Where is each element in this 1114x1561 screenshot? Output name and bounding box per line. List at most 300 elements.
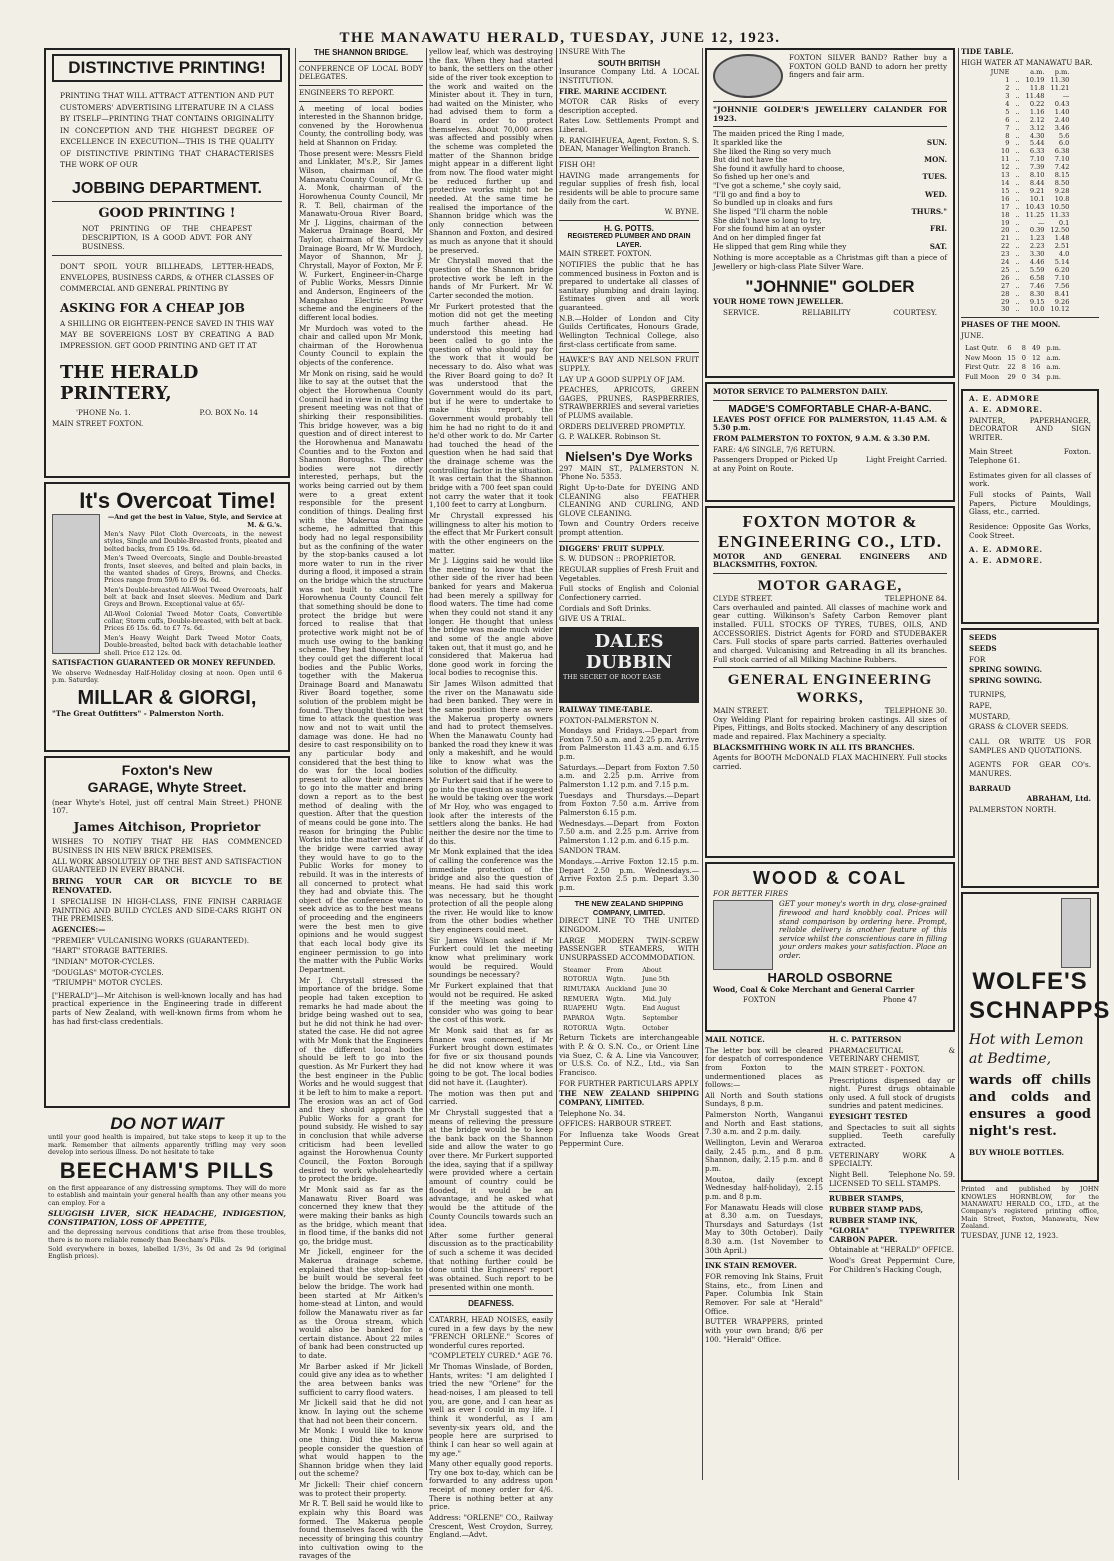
printery-box: P.O. BOX No. 14 [199,407,258,417]
golder-calendar: "JOHNNIE GOLDER'S JEWELLERY CALANDER FOR 1923. [713,105,947,124]
garage-owner: James Aitchison, Proprietor [73,819,261,834]
cell: 7.46 [1029,281,1045,290]
admore-tel: Telephone 61. [969,456,1021,466]
column-1 [44,48,290,1480]
ring-illustration [713,54,783,98]
imprint: Printed and published by JOHN KNOWLES HORNBLOW, for the MANAWATU HERALD CO., LTD., at the Company's registered printing office, Main Street, Foxton, Manawatu, New Zealand. [961,1185,1099,1231]
cell: 9.28 [1054,186,1070,195]
cell: 2.40 [1054,115,1070,124]
agency-item: "DOUGLAS" MOTOR-CYCLES. [52,967,164,977]
garage-title-2: GARAGE, Whyte Street. [87,778,247,795]
article-paragraph: A meeting of local bodies interested in the Shannon bridge, convened by the Horowhenua County, the controlling body, was held at Shannon on Friday. [299,103,423,148]
seeds-call: CALL OR WRITE US FOR SAMPLES AND QUOTATIONS. [969,737,1091,755]
garage-agencies: AGENCIES:— [52,924,106,934]
motor-garage-body: Cars overhauled and painted. All classes of machine work and gear cutting. Wilkinson's Safety Carbon Remover plant installed. FULL STOCKS OF TYRES, TUBES, OILS, AND ACCESSORIES. District Agents for FORD and STUDEBAKER Cars. Full stocks of spare parts carried. Batteries overhauled and charged. Vulcanising and Retreading in all its branches. Full stock carried of all Milking Machine Rubbers. [713,602,947,664]
cell: 8 [1005,131,1010,140]
garage-p4: I SPECIALISE IN HIGH-CLASS, FINE FINISH CARRIAGE PAINTING AND BUILD CYCLES AND SIDE-CARS RIGHT ON THE PREMISES. [52,897,282,924]
cell: — [1037,218,1045,227]
cell: 7 [1005,123,1010,132]
cell: .. [1015,202,1020,211]
overcoat-guarantee: SATISFACTION GUARANTEED OR MONEY REFUNDED. [52,657,276,667]
cell: 49 [1031,343,1041,352]
cell: Wgtn. [605,1023,626,1032]
column-3 [429,47,553,1540]
table-row [963,345,1063,353]
shannon-title: THE SHANNON BRIDGE. [313,48,409,57]
mail-line: All North and South stations Sundays, 8 p.m. [705,1090,823,1109]
osborne-name: HAROLD OSBORNE [767,970,893,986]
verse-day: MON. [924,155,947,165]
cell: 16 [1031,363,1041,372]
table-row [561,986,682,994]
verse-day: THURS." [911,206,947,216]
cell: 6 [1005,115,1010,124]
man-in-overcoat-illustration [52,514,100,654]
agency-item: "INDIAN" MOTOR-CYCLES. [52,956,155,966]
cell: 20 [1001,226,1010,235]
cell: .. [1015,234,1020,243]
good-printing-body: NOT PRINTING OF THE CHEAPEST DESCRIPTION, IS A GOOD ADVT. FOR ANY BUSINESS. [82,224,252,251]
wood-coal-tag: FOR BETTER FIRES [713,888,789,898]
cell: 9.15 [1029,297,1045,306]
article-paragraph: Mr Barber asked if Mr Jickell could give any idea as to whether the area between banks was sufficient to carry flood waters. [299,1361,423,1397]
article-paragraph: Mr R. T. Bell said he would like to explain why this Board was formed. The Makerua people found themselves faced with the necessity of bringing this country into cultivation owing to the ravages of the [299,1499,423,1561]
cell: 11.25 [1025,210,1045,219]
tide-col-head: a.m. [1030,68,1045,77]
cell: 24 [1001,258,1010,267]
cell: .. [1015,289,1020,298]
cell: 4 [1005,99,1010,108]
printery-phone: 'PHONE No. 1. [76,407,131,417]
nzs-large: LARGE MODERN TWIN-SCREW PASSENGER STEAMERS, WITH UNSURPASSED ACCOMMODATION. [559,935,699,962]
diggers-trial: GIVE US A TRIAL. [559,614,627,624]
cell: 10 [1001,147,1010,156]
ship-col-head: Steamer [563,965,591,974]
butter-text: BUTTER WRAPPERS, printed with your own brand; 8/6 per 100. "Herald" Office. [705,1317,823,1344]
cell: New Moon [965,353,1002,362]
admore-foxton: Foxton. [1063,447,1091,457]
golder-band-text: FOXTON SILVER BAND? Rather buy a FOXTON GOLD BAND to adorn her pretty fingers and fair arm. [789,53,947,80]
seeds-b: SEEDS [969,643,997,653]
overcoat-item: Men's Tweed Overcoats, Single and Double-breasted fronts, Inset sleeves, and belted and plain backs, in the wanted shades of Greys, Browns, and Checks. Prices range from 59/6 to £9 9s. 6d. [104,554,282,585]
article-paragraph: Mr Monk said as far as the Manawatu River Board was concerned they knew that they were making their banks as high as the bridge, which meant that in flood time, if the banks did not go, the bridge must. [299,1184,423,1246]
seeds-c: SPRING SOWING. [969,665,1042,675]
mail-line: Wellington, Levin and Weraroa daily, 2.45 p.m., and 8 p.m. Shannon, daily, 2.15 p.m. and 8 p.m. [705,1138,823,1173]
cell: 8.10 [1029,171,1045,180]
dales-dubbin-title: DALES DUBBIN [585,630,673,674]
cell: 13 [1001,171,1010,180]
wolfe-title: WOLFE'S [972,968,1088,996]
shannon-sub-1: CONFERENCE OF LOCAL BODY DELEGATES. [299,63,423,82]
cell: p.m. [1046,343,1062,352]
cell: .. [1015,305,1020,314]
wolfe-bed: at Bedtime, [969,1050,1052,1067]
fish-title: FISH OH! [559,160,596,169]
cell: 3 [1005,92,1010,100]
mail-line: Moutoa, daily (except Wednesday half-holiday), 2.15 p.m. and 8 p.m. [705,1174,823,1201]
cell: 11.21 [1050,84,1070,93]
cell: Wgtn. [605,1004,626,1013]
table-row [561,1015,682,1023]
tide-month: JUNE [990,68,1010,77]
cell: a.m. [1046,363,1061,372]
tide-sub: HIGH WATER AT MANAWATU BAR. [961,57,1093,67]
osborne-phone: Phone 47 [882,995,917,1005]
madge-title: MADGE'S COMFORTABLE CHAR-A-BANC. [728,403,932,415]
cell: 6.33 [1029,147,1045,156]
cell: 6 [1007,343,1012,352]
seeds-for: FOR [969,654,986,664]
mail-notice [705,1036,823,1346]
article-paragraph: Mr Murdoch was voted to the chair and called upon Mr Monk, chairman of the Horowhenua County Council to explain the objects of the conference. [299,323,423,368]
cheap-job: ASKING FOR A CHEAP JOB [60,300,245,315]
column-6 [961,47,1111,1480]
cell: .. [1015,139,1020,148]
cell: 3.46 [1054,123,1070,132]
railway-line: Wednesdays.—Depart from Foxton 7.50 a.m. and 2.25 p.m. Arrive from Palmerston 1.12 p.m. and 6.15 p.m. [559,818,699,845]
patterson-night: Night Bell. [829,1169,869,1179]
cell: 0.43 [1054,99,1070,108]
abraham: ABRAHAM, Ltd. [1026,794,1091,804]
seed-item: TURNIPS, [969,690,1007,700]
article-paragraph: yellow leaf, which was destroying the flax. When they had started to bank, the settlers on the other side of the river took exception to the work and waited on the Minister about it. They in turn, had waited on the Minister, who had advised them to form a Board in order to protect themselves. About 70,000 acres was affected and possibly when the scheme was completed the matter of the Shannon bridge might appear in a different light from now. The flood water might be reduced further up and protective works might not be needed. At the same time he realised the importance of the Shannon bridge which was the only connection between Shannon and Foxton, and desired as much as anyone that it should be preserved. [429,47,553,255]
table-row [561,976,682,984]
cell: 11 [1001,155,1010,164]
insurance-types: FIRE. MARINE ACCIDENT. [559,86,667,96]
seed-item: GRASS & CLOVER SEEDS. [969,722,1069,732]
table-row [561,1005,682,1013]
table-row [963,355,1063,363]
cell: 4.30 [1029,131,1045,140]
general-engineering-tel: TELEPHONE 30. [884,706,947,716]
mail-title: MAIL NOTICE. [705,1035,765,1044]
cell: 15 [1007,353,1016,362]
motor-passengers: Passengers Dropped or Picked Up at any Point on Route. [713,455,838,473]
verse-line: She lisped "I'll charm the noble [713,206,828,216]
cell: 10.12 [1050,305,1070,314]
diggers-stocks: Full stocks of English and Colonial Confectionery carried. [559,584,699,602]
beecham-ills: SLUGGISH LIVER, SICK HEADACHE, INDIGESTION, CONSTIPATION, LOSS OF APPETITE, [48,1208,286,1228]
insurance-rates: Rates Low. Settlements Prompt and Liberal. [559,116,699,135]
influenza-text: For Influenza take Woods Great Peppermint Cure. [559,1129,699,1148]
patterson-name: H. C. PATTERSON [829,1035,902,1044]
deafness-paragraph: Many other equally good reports. Try one box to-day, which can be forwarded to any address upon receipt of money order for 4/6. There is nothing better at any price. [429,1459,553,1512]
cell: .. [1015,171,1020,180]
overcoat-note: We observe Wednesday Half-Holiday closing at noon. Open until 6 p.m. Saturday. [52,668,282,684]
seeds-advert [961,628,1099,888]
cell: 12.50 [1050,226,1070,235]
moon-title: PHASES OF THE MOON. [961,320,1061,330]
cell: 34 [1031,373,1041,382]
cell: p.m. [1046,373,1062,382]
cell: 10.19 [1025,76,1045,85]
article-paragraph: Mr J. Chrystall stressed the importance of the bridge. Some people had taken exception to remarks he had made about the bridge being washed out to sea, but he did not think he had over-stated the case. He did not agree with Mr Monk that the Engineers of the different local bodies should be left to go into the question. As Mr Furkert they had the best engineer in the Public Works and he would suggest that it be left to him to make a report. The erosion was an act of God and they should approach the Public Works for a grant for pound subsidy. He wished to say in conclusion that while adverse criticism had been levelled against the Horowhenua County Council, the Foxton Borough desired to work wholeheartedly to protect the bridge. [299,975,423,1184]
cell: .. [1015,155,1020,164]
rubber-stamps: RUBBER STAMPS, [829,1194,904,1204]
fish-body: HAVING made arrangements for regular supplies of fresh fish, local residents will be able to procure same daily from the cart. [559,170,699,206]
overcoat-item: Men's Navy Pilot Cloth Overcoats, in the newest styles, Single and Double-Breasted fronts, pleated and belted backs, from £5 19s. 6d. [104,530,282,553]
shipping-table [559,965,684,1035]
seeds-d: SPRING SOWING. [969,675,1042,685]
cell: 7.10 [1029,155,1045,164]
cell: — [1062,92,1070,100]
cell: 11.48 [1025,92,1045,100]
cell: 0 [1021,353,1026,362]
rubber-stamp-ink: RUBBER STAMP INK, [829,1215,918,1225]
ink-body: FOR removing Ink Stains, Fruit Stains, etc., from Linen and Paper. Columbia Ink Stain Remover. For sale at "Herald" Office. [705,1272,823,1316]
cell: First Qutr. [965,363,1000,372]
cell: .. [1015,178,1020,187]
cell: 30 [1001,305,1010,314]
nzs-direct: DIRECT LINE TO THE UNITED KINGDOM. [559,916,699,935]
woods-cure: Wood's Great Peppermint Cure, For Children's Hacking Cough, [829,1256,955,1274]
beecham-advert [44,1112,290,1265]
cell: 8 [1021,343,1026,352]
cell: 11.30 [1050,76,1070,85]
cell: 12 [1001,163,1010,172]
overcoat-intro: —And get the best in Value, Style, and Service at M. & G.'s. [107,513,282,529]
cell: 8.30 [1029,289,1045,298]
cell: Full Moon [965,373,1000,382]
cell: 1.16 [1029,107,1045,116]
potts-body: NOTIFIES the public that he has commenced business in Foxton and is prepared to undertake all classes of sanitary plumbing and drain laying. Estimates given and all work guaranteed. [559,259,699,313]
golder-nothing: Nothing is more acceptable as a Christmas gift than a piece of Jewellery or high-class Plate Silver Ware. [713,253,947,271]
motor-garage-addr: CLYDE STREET. [713,594,773,604]
nielsen-address: 297 MAIN ST., PALMERSTON N. 'Phone No. 5353. [559,463,699,482]
verse-day: FRI. [930,224,947,234]
wolfe-wards: wards off chills and colds and ensures a good night's rest. [969,1073,1091,1140]
railway-title: RAILWAY TIME-TABLE. [559,704,653,714]
verse-line: She found it awfully hard to choose, [713,163,845,173]
wood-coal-title: WOOD & COAL [753,868,907,888]
cell: .. [1015,84,1020,93]
cell: 8.50 [1054,178,1070,187]
cell: 2.51 [1054,242,1070,251]
admore-c: PAINTER, PAPERHANGER, DECORATOR AND SIGN WRITER. [969,415,1091,442]
masthead: THE MANAWATU HERALD, TUESDAY, JUNE 12, 1923. [339,30,781,46]
jobbing-dept: JOBBING DEPARTMENT. [72,179,262,197]
beecham-body: until your good health is impaired, but take steps to keep it up to the mark. Remember that ailments apparently trifling may very soon develop into serious illness. Do not hesitate to take [48,1133,286,1157]
cell: 2.12 [1029,115,1045,124]
cell: .. [1015,99,1020,108]
motor-from: FROM PALMERSTON TO FOXTON, 9 A.M. & 3.30 P.M. [713,433,930,443]
wood-coal-body: GET your money's worth in dry, close-grained firewood and hard knobbly coal. Prices will stand comparison by ordering here. Prompt, reliable delivery is another feature of this service whilst the conscientious care in filling your orders makes your satisfaction. Place an order. [779,899,947,961]
cell: Mid. July [642,994,672,1003]
motor-leaves: LEAVES POST OFFICE FOR PALMERSTON, 11.45 A.M. & 5.30 p.m. [713,414,947,433]
seed-item: MUSTARD, [969,711,1011,721]
cell: .. [1015,107,1020,116]
admore-res: Residence: Opposite Gas Works, Cook Street. [969,521,1091,540]
nzs-tel: Telephone No. 34. [559,1108,626,1118]
article-paragraph: Those present were: Messrs Field and Linklater, M's.P., Sir James Wilson, chairman of the Manawatu County Council, Mr G. A. Monk, chairman of the Horowhenua County Council, Mr R. T. Bell, chairman of the Manawatu-Oroua River Board, Mr J. Liggins, chairman of the Makerua Drainage Board, Mr Taylor, chairman of the Buckley Drainage Board, Mr W. Murdoch, Mayor of Shannon, Mr J. Chrystall, Mayor of Foxton, Mr F. W. Furkert, Engineer-in-Charge of Public Works, Messrs Dinnie and Anderson, Engineers of the Mangahao Electric Power scheme and the engineers of the different local bodies. [299,148,423,322]
cell: 1.40 [1054,107,1070,116]
cell: 4.0 [1058,250,1070,259]
article-paragraph: Sir James Wilson admitted that the river on the Manawatu side had been banked. They were in the same position there as were the Makerua property owners and had to protect themselves. When the Manawatu County had banked the road they knew it was only a makeshift, and he would like to know what was the solution of the difficulty. [429,679,553,775]
verse-line: "I'll go and find a boy to [713,189,801,199]
cell: Wgtn. [605,1014,626,1023]
seeds-a: SEEDS [969,633,997,643]
cell: 10.50 [1050,202,1070,211]
cell: 1.48 [1054,234,1070,243]
article-paragraph: Mr Furkert explained that that would not be required. He asked if the meeting was going to consider who was going to bear the cost of this work. [429,980,553,1025]
cell: .. [1015,210,1020,219]
cell: 10.43 [1025,202,1045,211]
beechams-pills: BEECHAM'S PILLS [59,1158,275,1184]
bottle-illustration [1061,898,1091,968]
overcoat-item: Men's Heavy Weight Dark Tweed Motor Coats, Double-breasted, belted back with detachable leather shell. Price £12 12s. 0d. [104,633,282,657]
cell: .. [1015,194,1020,203]
article-paragraph: Mr Monk: I would like to know one thing. Did the Makerua people consider the question of what would happen to the Shannon bridge when they laid out the scheme? [299,1426,423,1479]
spoil-text: DON'T SPOIL YOUR BILLHEADS, LETTER-HEADS, ENVELOPES, BUSINESS CARDS, & OTHER CLASSES OF COMMERCIAL AND GENERAL PRINTING BY [60,262,274,293]
verse-line: The maiden priced the Ring I made, [713,129,845,139]
patterson-license: LICENSED TO SELL STAMPS. [829,1178,941,1188]
table-header [561,967,682,975]
deafness-paragraph: "COMPLETELY CURED." AGE 76. [429,1351,553,1361]
cell: 9.26 [1054,297,1070,306]
cell: .. [1015,265,1020,274]
south-british: SOUTH BRITISH [597,58,661,68]
column-5 [705,48,955,1480]
garage-p3: BRING YOUR CAR OR BICYCLE TO BE RENOVATED. [52,875,282,896]
cell: 17 [1001,202,1010,211]
potts-nb: N.B.—Holder of London and City Guilds Certificates, Honours Grade, Wellington Technical College, also first-class certificate from same. [559,313,699,349]
verse-line: But did not have the [713,155,788,165]
table-row [561,996,682,1004]
cell: Wgtn. [605,994,626,1003]
fireplace-illustration [713,900,773,970]
cell: June 5th [642,975,670,984]
general-engineering-body: Oxy Welding Plant for repairing broken castings. All sizes of Pipes, Fittings, and Bolts stocked. Machinery of any description made and repaired. Flax Machinery a specialty. [713,714,947,742]
cell: .. [1015,281,1020,290]
article-paragraph: The motion was then put and carried. [429,1088,553,1107]
cell: Wgtn. [605,975,626,984]
article-paragraph: After some further general discussion as to the practicability of such a scheme it was decided that nothing further could be done until the Engineers' report was obtained. Such report to be presented within one month. [429,1230,553,1292]
motor-service-advert [705,382,955,502]
ship-col-head: From [605,965,624,974]
cell: 11.33 [1050,210,1070,219]
cell: 3.30 [1029,250,1045,259]
verse-line: For she found him at an oyster [713,224,825,234]
foxton-motor-title: FOXTON MOTOR & ENGINEERING CO., LTD. [718,512,942,552]
cell: 6.58 [1029,273,1045,282]
cell: REMUERA [563,994,599,1003]
admore-d: A. E. ADMORE. [969,545,1044,555]
cell: 22 [1001,242,1010,251]
admore-b: A. E. ADMORE. [969,404,1044,414]
overcoat-advert [44,482,290,752]
obtainable-text: Obtainable at "HERALD" OFFICE. [829,1245,955,1255]
cell: Last Qutr. [965,343,999,352]
cell: 19 [1001,218,1010,227]
cell: 0.1 [1058,218,1070,227]
cell: 15 [1001,186,1010,195]
patterson-vet: VETERINARY WORK A SPECIALTY. [829,1150,955,1169]
jam-text: LAY UP A GOOD SUPPLY OF JAM. [559,374,685,384]
garage-herald-note: ["HERALD"]—Mr Aitchison is well-known locally and has had practical experience in the Engineering trade in different parts of New Zealand, with well-known firms from whom he has had first-class credentials. [52,990,282,1026]
railway-sub: FOXTON-PALMERSTON N. [559,715,659,725]
tide-table [988,69,1073,314]
golder-tag: COURTESY. [893,307,937,317]
cell: 25 [1001,265,1010,274]
nzs-return: Return Tickets are interchangeable with P. & O. S.N. Co., or Orient Line via Suez, C. & A. Line via Vancouver, or U.S.S. Co. of N.Z., Ltd., via San Francisco. [559,1033,699,1078]
printery-street: MAIN STREET FOXTON. [52,419,144,429]
sandon-body: Mondays.—Arrive Foxton 12.15 p.m. Depart 2.50 p.m. Wednesdays.—Arrive Foxton 2.5 p.m. Depart 3.30 p.m. [559,857,699,893]
cell: .. [1015,186,1020,195]
insurance-motor: MOTOR CAR Risks of every description accepted. [559,97,699,115]
cell: 23 [1001,250,1010,259]
good-printing: GOOD PRINTING ! [98,205,236,221]
deafness-paragraph: Address: "ORLENE" CO., Railway Crescent, West Croydon, Surrey, England.—Advt. [429,1513,553,1540]
golder-tag: SERVICE. [723,307,760,317]
table-row [963,374,1063,382]
cell: 2.23 [1029,242,1045,251]
garage-advert [44,756,290,1108]
cell: .. [1015,163,1020,172]
cell: .. [1015,123,1020,132]
potts-address: MAIN STREET. FOXTON. [559,249,652,259]
deafness-paragraph: Mr Thomas Winslade, of Borden, Hants, writes: "I am delighted I tried the new "Orlene" for the head-noises, I am pleased to tell you, are gone, and I can hear as well as ever I could in my life. I think it wonderful, as I am seventy-six years old, and the people here are surprised to think I can hear so well again at my age." [429,1362,553,1458]
cell: 12 [1031,353,1041,362]
golder-tag: RELIABILITY [801,307,851,317]
mail-line: For Manawatu Heads will close at 8.30 a.m. on Tuesdays, Thursdays and Saturdays (1st May to 30th October). Daily 8.30 a.m. (1st November to 30th April.) [705,1202,823,1255]
moon-month: JUNE. [961,331,984,341]
general-engineering-addr: MAIN STREET. [713,706,769,716]
cell: 7.42 [1054,163,1070,172]
cell: 5.14 [1054,258,1070,267]
cell: 7.10 [1054,273,1070,282]
cell: 5.59 [1029,265,1045,274]
tide-col-head: p.m. [1054,68,1070,77]
patterson-spec: and Spectacles to suit all sights supplied. Teeth carefully extracted. [829,1122,955,1150]
table-row [963,364,1063,372]
foxton-motor-advert [705,506,955,858]
cell: Auckland [605,985,637,994]
blacksmithing-text: BLACKSMITHING WORK IN ALL ITS BRANCHES. [713,742,915,752]
cell: 14 [1001,178,1010,187]
cell: 11.8 [1029,84,1045,93]
cell: .. [1015,250,1020,259]
verse-day: SUN. [926,137,947,147]
motor-fare: FARE: 4/6 SINGLE, 7/6 RETURN. [713,444,836,454]
article-paragraph: Mr Monk said that as far as finance was concerned, if Mr Furkert brought down estimates for five or six thousand pounds he did not know where it was going to be got. The local bodies did not have it. (Laughter). [429,1026,553,1087]
cell: .. [1015,218,1020,227]
column-2 [299,48,423,1561]
article-paragraph: Mr Monk explained that the idea of calling the conference was the immediate protection of the bridge and also the question of means. He had said this work was necessary, but he thought protection of all the people along the river. He would like to know from the other bodies whether they engineers could meet. [429,847,553,935]
cell: 6.20 [1054,265,1070,274]
verse-day: SAT. [929,241,947,251]
cell: 8.15 [1054,171,1070,180]
cell: .. [1015,226,1020,235]
wolfe-hot: Hot with Lemon [969,1031,1084,1048]
nielsen-body-2: Town and Country Orders receive prompt attention. [559,519,699,538]
article-paragraph: Mr Chrystall moved that the question of the Shannon bridge protective work be left in the hands of Mr Furkert. Mr W. Carter seconded the motion. [429,256,553,300]
patterson-tel: Telephone No. 59. [888,1169,955,1179]
article-paragraph: Mr Jickell: Their chief concern was to protect their property. [299,1480,423,1498]
overcoat-item: Men's Double-breasted All-Wool Tweed Overcoats, half belt at back and Inset sleeves. Medium and Dark Greys and Brown. Exceptional value at 65/- [104,585,282,609]
verse-line: So fished up her one's and [713,172,810,182]
nielsen-body: Right Up-to-Date for DYEING AND CLEANING also FEATHER CLEANING AND CURLING, AND GLOVE CLEANING. [559,482,699,518]
verse-line: And on her dimpled finger fat [713,232,822,242]
cheap-body: A SHILLING OR EIGHTEEN-PENCE SAVED IN THIS WAY MAY BE SOVEREIGNS LOST BY CREATING A BAD IMPRESSION. GET GOOD PRINTING AND GET IT AT [60,319,274,350]
cell: .. [1015,131,1020,140]
mail-line: The letter box will be cleared for despatch of correspondence from Foxton to the undermentioned places as follows:— [705,1045,823,1090]
patterson-eye: EYESIGHT TESTED [829,1112,908,1122]
cell: 7.56 [1054,281,1070,290]
cell: 0.22 [1029,99,1045,108]
cell: 1 [1005,76,1010,85]
nzs-offices: OFFICES: HARBOUR STREET. [559,1119,672,1129]
deafness-paragraph: CATARRH, HEAD NOISES, easily cured in a few days by the new "FRENCH ORLENE." Scores of wonderful cures reported. [429,1314,553,1350]
